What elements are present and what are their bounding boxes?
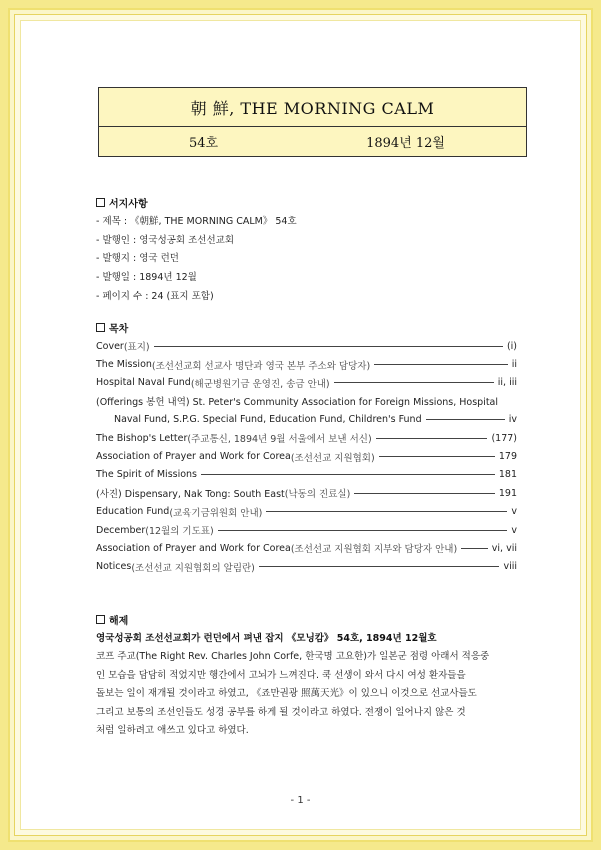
analysis-title: 영국성공회 조선선교회가 런던에서 펴낸 잡지 《모닝캄》 54호, 1894년 12월호 (96, 633, 437, 644)
toc-leader-line (201, 474, 495, 475)
page-number: - 1 - (290, 795, 311, 806)
toc-entry: (Offerings 봉헌 내역) St. Peter's Community Association for Foreign Missions, Hospital (96, 397, 499, 409)
issue-row (99, 127, 526, 156)
toc-entry: (사진) Dispensary, Nak Tong: South East (낙동의 진료실) 191 (96, 487, 517, 501)
toc-entry: The Bishop's Letter (주교통신, 1894년 9월 서울에서 보낸 서신) (177) (96, 432, 517, 446)
bibliography-line: - 발행일 : 1894년 12월 (96, 272, 197, 284)
analysis-line: 처럼 일하려고 애쓰고 있다고 하였다. (96, 725, 249, 737)
analysis-body (96, 648, 517, 741)
bibliography-line: - 발행지 : 영국 런던 (96, 253, 179, 265)
toc-leader-line (354, 493, 495, 494)
issue-date: 1894년 12월 (366, 136, 445, 151)
toc-leader-line (334, 382, 494, 383)
bibliography-list (96, 213, 516, 306)
toc-entry: Naval Fund, S.P.G. Special Fund, Education Fund, Children's Fund iv (114, 414, 517, 426)
toc-leader-line (426, 419, 505, 420)
bibliography-line: - 발행인 : 영국성공회 조선선교회 (96, 234, 235, 246)
toc-leader-line (374, 364, 508, 365)
toc-entry: Education Fund (교육기금위원회 안내) v (96, 506, 517, 519)
analysis-line: 코프 주교(The Right Rev. Charles John Corfe, 한국명 고요한)가 일본군 점령 아래서 적응중 (96, 651, 490, 662)
toc-entry: The Mission (조선선교회 선교사 명단과 영국 본부 주소와 담당자) ii (96, 359, 517, 372)
table-of-contents (96, 337, 517, 576)
checkbox-square-icon (96, 198, 105, 207)
toc-heading: 목차 (96, 320, 128, 335)
toc-leader-line (218, 530, 508, 531)
title-box (98, 87, 527, 157)
issue-number: 54호 (189, 136, 219, 151)
bibliography-line: - 제목 : 《朝鮮, THE MORNING CALM》 54호 (96, 216, 297, 227)
analysis-line: 그리고 보통의 조선인들도 성경 공부를 하게 될 것이라고 하였다. 전쟁이 일어나지 않은 것 (96, 706, 466, 718)
toc-entry: December (12월의 기도표) v (96, 524, 517, 538)
analysis-heading: 해제 (96, 612, 128, 627)
toc-entry: The Spirit of Missions 181 (96, 469, 517, 481)
toc-leader-line (154, 346, 503, 347)
toc-entry: Notices (조선선교 지원협회의 알림란) viii (96, 561, 517, 574)
checkbox-square-icon (96, 323, 105, 332)
analysis-line: 돌보는 일이 재개될 것이라고 하였고, 《죠만권광 照萬天光》이 있으니 이것으로 선교사들도 (96, 688, 477, 700)
toc-leader-line (266, 511, 507, 512)
bibliography-heading: 서지사항 (96, 195, 148, 210)
toc-leader-line (259, 566, 500, 567)
toc-entry: Cover (표지) (i) (96, 340, 517, 354)
toc-entry: Hospital Naval Fund (해군병원기금 운영진, 송금 안내) ii, iii (96, 377, 517, 390)
checkbox-square-icon (96, 615, 105, 624)
toc-leader-line (461, 548, 488, 549)
toc-leader-line (379, 456, 495, 457)
analysis-line: 인 모습을 담담히 적었지만 행간에서 고뇌가 느껴진다. 쿡 선생이 와서 다시 여성 환자들을 (96, 669, 466, 681)
bibliography-line: - 페이지 수 : 24 (표지 포함) (96, 290, 214, 302)
toc-leader-line (376, 438, 488, 439)
toc-entry: Association of Prayer and Work for Corea (조선선교 지원협회 지부와 담당자 안내) vi, vii (96, 542, 517, 556)
toc-entry: Association of Prayer and Work for Corea (조선선교 지원협회) 179 (96, 451, 517, 464)
document-title: 朝 鮮, THE MORNING CALM (99, 88, 526, 127)
